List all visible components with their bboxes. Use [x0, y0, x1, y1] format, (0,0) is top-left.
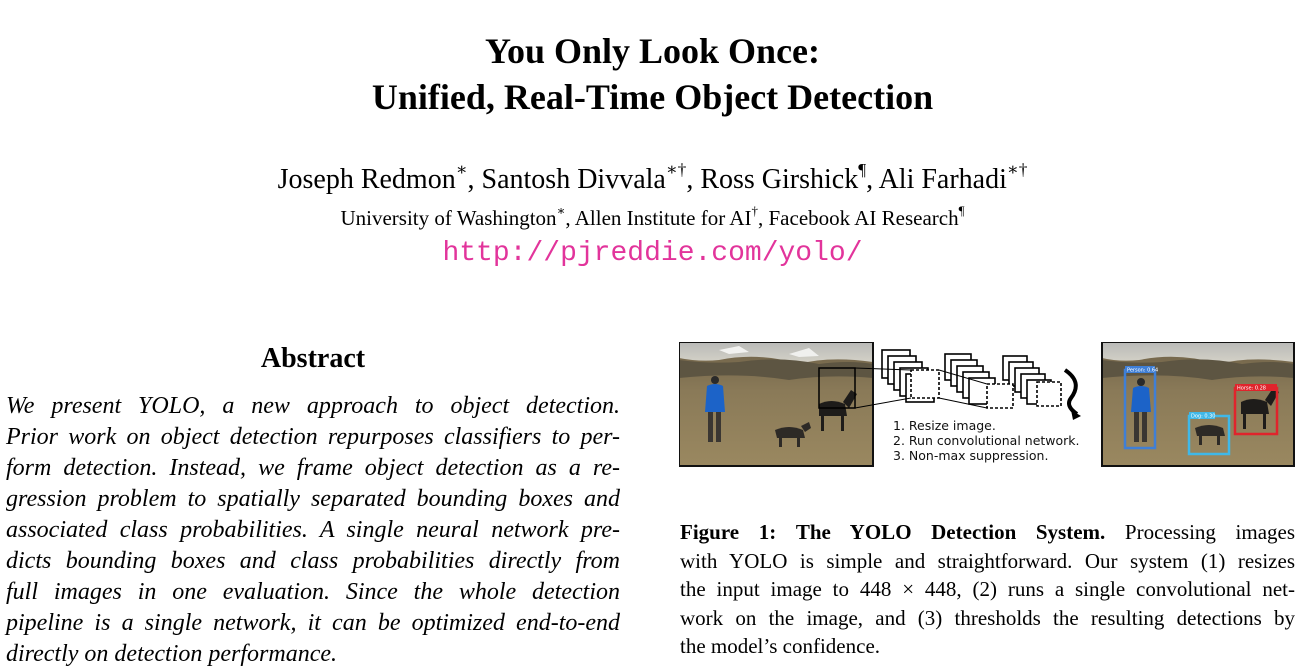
detection-label: Horse: 0.28	[1237, 385, 1266, 392]
author-mark: ∗†	[1006, 160, 1028, 180]
abstract-line: We present YOLO, a new approach to object detection.	[6, 393, 620, 419]
paper-title-line-1: You Only Look Once:	[484, 31, 821, 71]
affiliation-name: Facebook AI Research	[768, 206, 959, 230]
author-name: Ross Girshick	[700, 164, 859, 195]
abstract-line: Prior work on object detection repurposes classifiers to per-	[6, 424, 620, 450]
caption-line: the input image to 448 × 448, (2) runs a single convolutional net-	[680, 577, 1295, 601]
abstract-line: associated class probabilities. A single neural network pre-	[6, 517, 620, 543]
step-label-nms: 3. Non-max suppression.	[893, 448, 1049, 463]
paper-title-line-2: Unified, Real-Time Object Detection	[371, 77, 934, 117]
affiliation-name: Allen Institute for AI	[574, 206, 752, 230]
detection-label: Dog: 0.30	[1191, 413, 1216, 420]
author-name: Joseph Redmon	[277, 164, 456, 195]
abstract-heading: Abstract	[260, 343, 366, 374]
caption-line: work on the image, and (3) thresholds the resulting detections by	[680, 605, 1295, 630]
author-list: Joseph Redmon∗, Santosh Divvala∗†, Ross Girshick¶, Ali Farhadi∗†	[277, 160, 1028, 195]
step-label-conv: 2. Run convolutional network.	[893, 433, 1080, 448]
caption-line: with YOLO is simple and straightforward. Our system (1) resizes	[680, 548, 1295, 573]
caption-line	[680, 518, 1295, 547]
output-arrow-icon	[1065, 370, 1077, 414]
detection-label: Person: 0.64	[1127, 367, 1159, 374]
caption-label: Figure 1:	[680, 520, 777, 544]
abstract-line: full images in one evaluation. Since the whole detection	[6, 579, 620, 605]
step-label-resize: 1. Resize image.	[893, 418, 996, 433]
affiliation-list: University of Washington∗, Allen Institute for AI†, Facebook AI Research¶	[340, 203, 965, 230]
caption-text: Processing images	[1124, 520, 1296, 544]
author-name: Santosh Divvala	[481, 164, 666, 195]
abstract-body	[6, 391, 620, 670]
abstract-line: directly on detection performance.	[6, 641, 338, 667]
figure-caption	[680, 518, 1295, 661]
author-mark: ∗†	[665, 160, 687, 180]
caption-line: the model’s confidence.	[680, 634, 881, 658]
abstract-line: dicts bounding boxes and class probabilities directly from	[6, 548, 620, 574]
abstract-line: form detection. Instead, we frame object detection as a re-	[6, 455, 620, 481]
abstract-line: pipeline is a single network, it can be optimized end-to-end	[6, 610, 620, 636]
yolo-detection-system-figure	[679, 342, 1295, 468]
input-photo	[679, 342, 873, 466]
caption-title: The YOLO Detection System.	[795, 520, 1106, 544]
author-mark: ∗	[455, 160, 468, 180]
project-url-link[interactable]: http://pjreddie.com/yolo/	[442, 238, 863, 269]
affiliation-name: University of Washington	[340, 206, 557, 230]
author-name: Ali Farhadi	[878, 164, 1007, 195]
affiliation-mark: †	[751, 203, 758, 219]
abstract-line: gression problem to spatially separated bounding boxes and	[6, 486, 620, 512]
affiliation-mark: ¶	[958, 203, 965, 219]
author-mark: ¶	[858, 160, 867, 180]
affiliation-mark: ∗	[556, 203, 566, 219]
